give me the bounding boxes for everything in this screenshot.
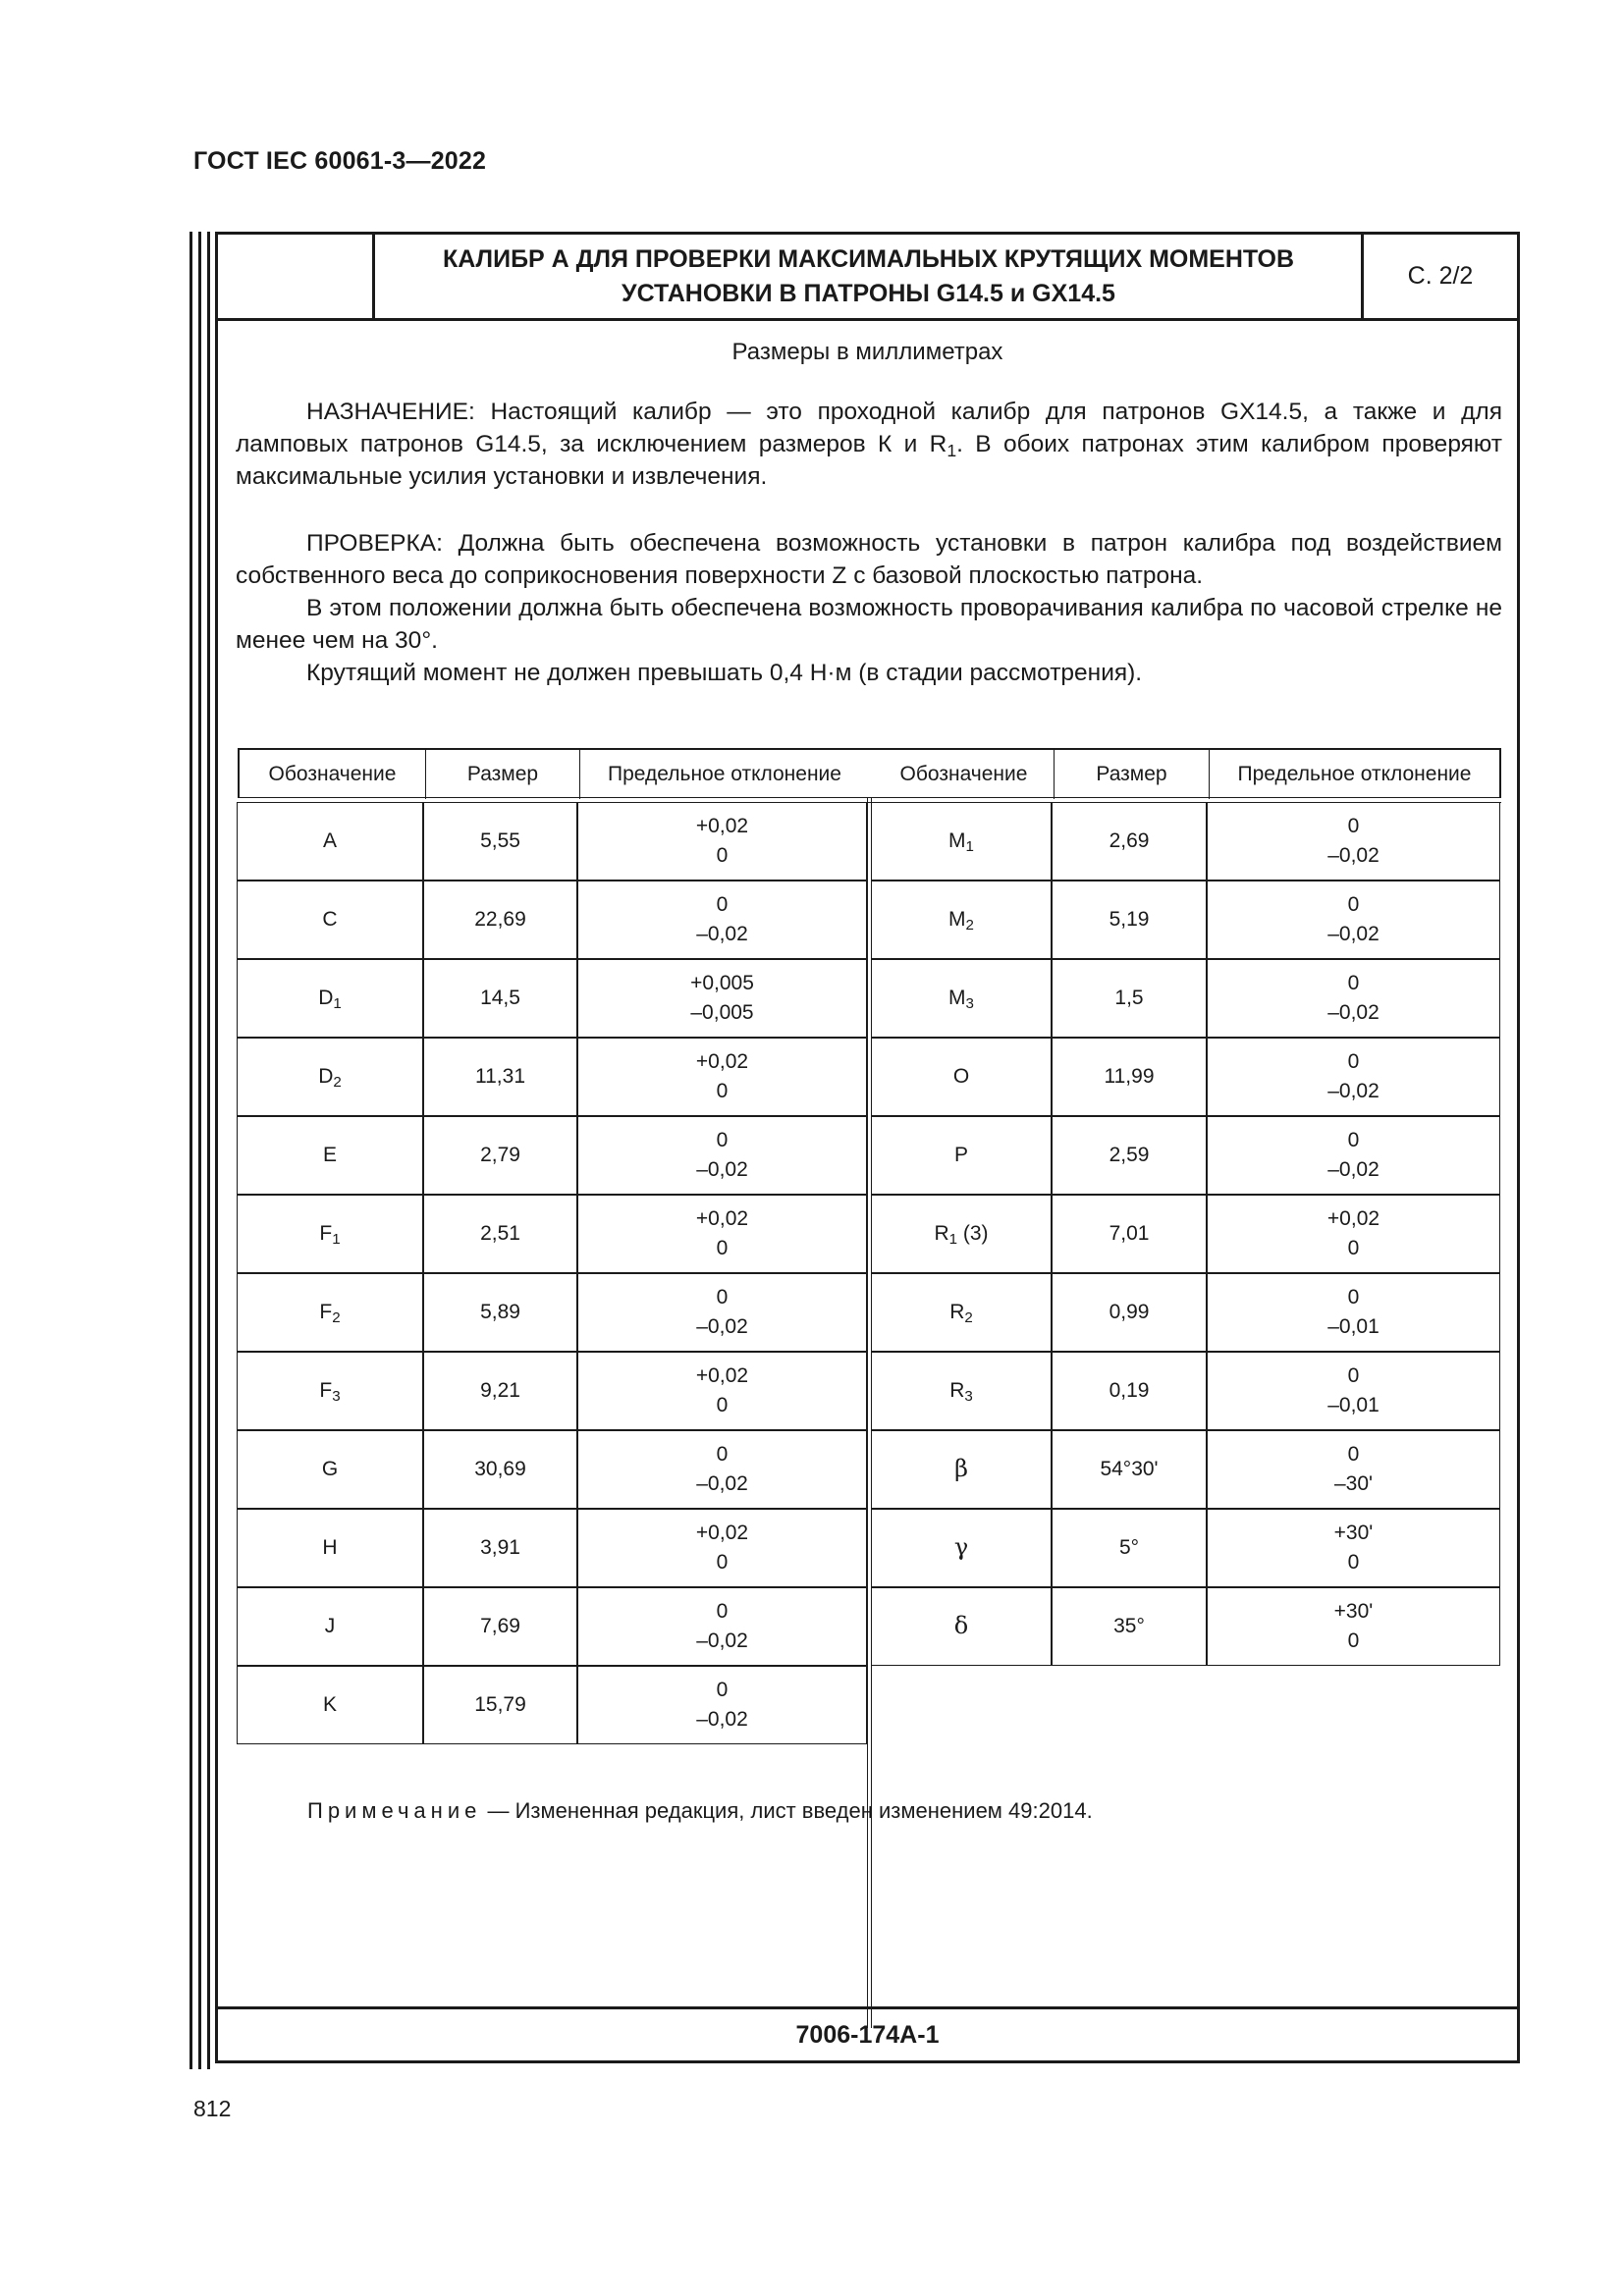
deviation-lower: –0,005	[690, 1001, 754, 1024]
designation-symbol: C	[322, 908, 338, 931]
size-cell: 22,69	[423, 881, 577, 959]
header-deviation: Предельное отклонение	[608, 763, 841, 785]
size-cell: 11,99	[1052, 1038, 1207, 1116]
designation-cell	[237, 1666, 423, 1744]
deviation-lower: 0	[1347, 1237, 1360, 1259]
purpose-sub: 1	[947, 440, 957, 460]
deviation-cell	[577, 881, 867, 959]
sheet-title-line1: КАЛИБР А ДЛЯ ПРОВЕРКИ МАКСИМАЛЬНЫХ КРУТЯЩИХ МОМЕНТОВ	[442, 244, 1295, 273]
designation-symbol: K	[322, 1693, 337, 1716]
designation-text	[323, 1141, 337, 1170]
deviation-cell	[1207, 802, 1500, 881]
designation-symbol: E	[322, 1144, 337, 1166]
deviation-lower: 0	[1347, 1629, 1360, 1652]
note-text: — Измененная редакция, лист введен изменением 49:2014.	[481, 1798, 1093, 1823]
designation-text	[954, 1141, 968, 1170]
check-paragraph-1: ПРОВЕРКА: Должна быть обеспечена возможность установки в патрон калибра под воздействием собственного веса до соприкосновения поверхности Z с базовой плоскостью патрона.	[236, 530, 1502, 589]
deviation-cell	[577, 959, 867, 1038]
designation-symbol: H	[322, 1536, 338, 1559]
deviation-upper: +0,02	[695, 1050, 749, 1073]
deviation-lower: –0,02	[696, 1158, 748, 1181]
deviation-cell	[577, 1587, 867, 1666]
designation-text	[322, 905, 337, 934]
deviation-upper: +30'	[1333, 1600, 1374, 1623]
size-cell: 5,55	[423, 802, 577, 881]
designation-cell	[871, 1352, 1052, 1430]
deviation-upper: +0,02	[695, 1364, 749, 1387]
units-note: Размеры в миллиметрах	[731, 339, 1003, 365]
size-cell: 1,5	[1052, 959, 1207, 1038]
designation-text	[318, 984, 342, 1013]
header-designation: Обозначение	[240, 750, 426, 799]
deviation-upper: 0	[1347, 1443, 1360, 1466]
deviation-cell	[1207, 1195, 1500, 1273]
deviation-lower: –0,02	[1327, 1080, 1380, 1102]
deviation-upper: 0	[716, 1286, 729, 1308]
designation-symbol: δ	[953, 1612, 969, 1639]
designation-text	[325, 1612, 336, 1641]
designation-text	[319, 1298, 340, 1327]
size-cell: 5,89	[423, 1273, 577, 1352]
designation-text	[322, 1455, 338, 1484]
designation-cell	[237, 1195, 423, 1273]
size-cell: 2,69	[1052, 802, 1207, 881]
check-paragraph-3: Крутящий момент не должен превышать 0,4 Н·м (в стадии рассмотрения).	[306, 660, 1143, 686]
deviation-cell	[577, 1509, 867, 1587]
deviation-upper: 0	[1347, 893, 1360, 916]
designation-text	[949, 1298, 973, 1327]
deviation-lower: 0	[716, 1237, 729, 1259]
document-code: ГОСТ IEC 60061-3—2022	[193, 147, 487, 175]
sheet-page: С. 2/2	[1361, 235, 1517, 318]
deviation-upper: +0,02	[695, 815, 749, 837]
deviation-cell	[577, 1430, 867, 1509]
designation-subscript: 3	[964, 1388, 973, 1406]
size-cell: 3,91	[423, 1509, 577, 1587]
designation-subscript: 1	[333, 995, 342, 1013]
size-cell: 2,79	[423, 1116, 577, 1195]
page-number: 812	[193, 2096, 232, 2121]
size-cell: 30,69	[423, 1430, 577, 1509]
deviation-upper: 0	[1347, 1364, 1360, 1387]
deviation-cell	[1207, 1430, 1500, 1509]
deviation-upper: 0	[716, 1443, 729, 1466]
designation-cell	[871, 1038, 1052, 1116]
designation-subscript: 2	[333, 1074, 342, 1092]
designation-cell	[237, 1273, 423, 1352]
designation-symbol: γ	[953, 1533, 969, 1561]
deviation-lower: –0,02	[696, 1472, 748, 1495]
designation-symbol: R	[949, 1379, 965, 1402]
deviation-lower: –30'	[1333, 1472, 1374, 1495]
designation-symbol: P	[953, 1144, 968, 1166]
deviation-cell	[1207, 1509, 1500, 1587]
designation-cell	[237, 1430, 423, 1509]
drawing-frame	[215, 232, 1520, 2063]
designation-cell	[237, 1116, 423, 1195]
deviation-lower: –0,02	[696, 923, 748, 945]
deviation-lower: 0	[1347, 1551, 1360, 1574]
size-cell: 15,79	[423, 1666, 577, 1744]
header-deviation-2: Предельное отклонение	[1237, 763, 1472, 785]
designation-cell	[871, 881, 1052, 959]
designation-text	[953, 1062, 969, 1092]
designation-subscript: 2	[965, 917, 974, 934]
designation-symbol: D	[318, 1065, 334, 1088]
title-empty-cell	[218, 235, 375, 318]
designation-symbol: F	[319, 1222, 333, 1245]
deviation-cell	[577, 1666, 867, 1744]
size-cell: 0,19	[1052, 1352, 1207, 1430]
title-block	[218, 235, 1517, 321]
deviation-cell	[577, 1038, 867, 1116]
deviation-upper: 0	[1347, 815, 1360, 837]
size-cell: 11,31	[423, 1038, 577, 1116]
deviation-lower: –0,02	[696, 1708, 748, 1731]
designation-cell	[237, 1352, 423, 1430]
designation-cell	[871, 1430, 1052, 1509]
designation-text	[322, 1533, 337, 1563]
designation-cell	[871, 802, 1052, 881]
designation-subscript: 1	[332, 1231, 341, 1249]
deviation-cell	[1207, 1116, 1500, 1195]
deviation-cell	[577, 1116, 867, 1195]
deviation-upper: 0	[716, 1600, 729, 1623]
designation-cell	[871, 1587, 1052, 1666]
deviation-cell	[577, 1273, 867, 1352]
header-size-2: Размер	[1055, 750, 1210, 799]
designation-text	[948, 905, 974, 934]
designation-text	[323, 1690, 337, 1720]
designation-symbol: R	[934, 1222, 949, 1245]
size-cell: 2,51	[423, 1195, 577, 1273]
table-header	[238, 748, 1501, 797]
size-cell: 2,59	[1052, 1116, 1207, 1195]
deviation-cell	[1207, 1587, 1500, 1666]
deviation-upper: 0	[716, 1679, 729, 1701]
designation-cell	[871, 1273, 1052, 1352]
deviation-cell	[577, 1352, 867, 1430]
designation-text	[954, 1611, 968, 1642]
designation-text	[948, 827, 974, 856]
deviation-cell	[1207, 1352, 1500, 1430]
deviation-upper: 0	[1347, 1286, 1360, 1308]
deviation-upper: +0,02	[695, 1207, 749, 1230]
size-cell: 0,99	[1052, 1273, 1207, 1352]
designation-symbol: F	[319, 1379, 333, 1402]
designation-text	[954, 1454, 968, 1485]
designation-cell	[871, 1195, 1052, 1273]
deviation-lower: –0,01	[1327, 1394, 1380, 1416]
designation-text	[949, 1376, 973, 1406]
designation-symbol: F	[319, 1301, 333, 1323]
designation-subscript: 2	[964, 1309, 973, 1327]
deviation-lower: –0,01	[1327, 1315, 1380, 1338]
sheet-title	[375, 235, 1362, 318]
designation-symbol: D	[318, 987, 334, 1009]
size-cell: 9,21	[423, 1352, 577, 1430]
designation-subscript: 3	[332, 1388, 341, 1406]
designation-symbol: J	[324, 1615, 336, 1637]
deviation-upper: +0,02	[695, 1522, 749, 1544]
purpose-text-2: . В обоих патронах этим калибром проверяют максимальные усилия установки и извлечения.	[236, 431, 1502, 490]
designation-cell	[237, 1509, 423, 1587]
designation-cell	[871, 1509, 1052, 1587]
deviation-lower: 0	[716, 1080, 729, 1102]
size-cell: 54°30'	[1052, 1430, 1207, 1509]
designation-subscript: 1	[965, 838, 974, 856]
deviation-cell	[1207, 959, 1500, 1038]
designation-cell	[871, 959, 1052, 1038]
deviation-lower: 0	[716, 844, 729, 867]
designation-cell	[237, 881, 423, 959]
deviation-lower: –0,02	[1327, 923, 1380, 945]
designation-symbol: M	[948, 829, 966, 852]
deviation-lower: 0	[716, 1394, 729, 1416]
note-label: Примечание	[307, 1798, 482, 1823]
deviation-upper: 0	[1347, 972, 1360, 994]
deviation-cell	[577, 1195, 867, 1273]
designation-cell	[237, 1587, 423, 1666]
deviation-upper: +30'	[1333, 1522, 1374, 1544]
header-designation-2: Обозначение	[874, 750, 1055, 799]
designation-cell	[237, 1038, 423, 1116]
sheet-title-line2: УСТАНОВКИ В ПАТРОНЫ G14.5 и GX14.5	[622, 279, 1115, 307]
drawing-number: 7006-174A-1	[218, 2006, 1517, 2060]
size-cell: 35°	[1052, 1587, 1207, 1666]
deviation-upper: 0	[716, 893, 729, 916]
size-cell: 5,19	[1052, 881, 1207, 959]
purpose-paragraph	[236, 396, 1502, 493]
designation-subscript: 3	[965, 995, 974, 1013]
designation-symbol: M	[948, 987, 966, 1009]
designation-subscript: 1	[948, 1231, 958, 1249]
designation-text	[319, 1376, 340, 1406]
deviation-cell	[1207, 1273, 1500, 1352]
designation-cell	[237, 802, 423, 881]
deviation-lower: 0	[716, 1551, 729, 1574]
deviation-upper: 0	[1347, 1050, 1360, 1073]
designation-text	[934, 1219, 988, 1249]
header-size: Размер	[426, 750, 580, 799]
size-cell: 14,5	[423, 959, 577, 1038]
deviation-lower: –0,02	[696, 1315, 748, 1338]
designation-symbol: O	[952, 1065, 970, 1088]
designation-subscript: 2	[332, 1309, 341, 1327]
check-paragraph-2: В этом положении должна быть обеспечена возможность проворачивания калибра по часовой стрелке не менее чем на 30°.	[236, 595, 1502, 654]
deviation-lower: –0,02	[1327, 1158, 1380, 1181]
designation-text	[318, 1062, 342, 1092]
deviation-lower: –0,02	[1327, 1001, 1380, 1024]
deviation-upper: +0,02	[1326, 1207, 1380, 1230]
check-section	[236, 527, 1502, 689]
deviation-cell	[1207, 1038, 1500, 1116]
note	[307, 1798, 1093, 1824]
designation-symbol: β	[954, 1455, 968, 1482]
designation-symbol: A	[322, 829, 337, 852]
designation-text	[319, 1219, 340, 1249]
binding-lines	[189, 232, 215, 2069]
designation-cell	[237, 959, 423, 1038]
purpose-text-1: НАЗНАЧЕНИЕ: Настоящий калибр — это проходной калибр для патронов GX14.5, а также и для ламповых патронов G14.5, за исключением размеров К и R	[236, 399, 1502, 457]
designation-text	[948, 984, 974, 1013]
size-cell: 7,69	[423, 1587, 577, 1666]
designation-cell	[871, 1116, 1052, 1195]
deviation-cell	[1207, 881, 1500, 959]
designation-symbol: G	[321, 1458, 339, 1480]
deviation-upper: +0,005	[690, 972, 754, 994]
designation-symbol: R	[949, 1301, 965, 1323]
size-cell: 7,01	[1052, 1195, 1207, 1273]
designation-suffix: (3)	[957, 1222, 989, 1245]
deviation-lower: –0,02	[1327, 844, 1380, 867]
designation-text	[323, 827, 337, 856]
deviation-cell	[577, 802, 867, 881]
designation-text	[954, 1532, 968, 1564]
deviation-upper: 0	[716, 1129, 729, 1151]
designation-symbol: M	[948, 908, 966, 931]
deviation-lower: –0,02	[696, 1629, 748, 1652]
deviation-upper: 0	[1347, 1129, 1360, 1151]
size-cell: 5°	[1052, 1509, 1207, 1587]
